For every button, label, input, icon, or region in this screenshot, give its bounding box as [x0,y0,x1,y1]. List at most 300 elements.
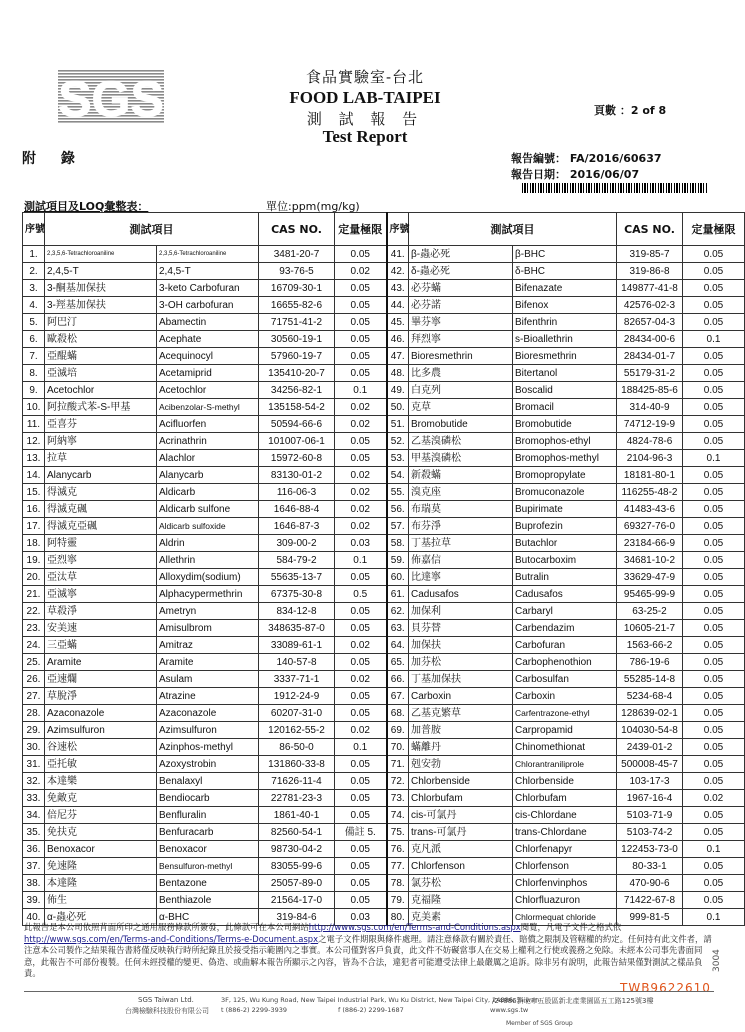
seq-cell: 33. [23,790,45,807]
item-en-cell: Bensulfuron-methyl [157,858,259,875]
seq-cell: 56. [387,501,409,518]
item-en-cell: Cadusafos [513,586,617,603]
loq-cell: 0.05 [683,263,745,280]
item-en-cell: Buprofezin [513,518,617,535]
item-en-cell: Bromopropylate [513,467,617,484]
item-zh-cell: 克凡派 [409,841,513,858]
loq-cell: 0.02 [335,263,387,280]
item-zh-cell: Carboxin [409,688,513,705]
item-en-cell: Carboxin [513,688,617,705]
item-en-cell: Atrazine [157,688,259,705]
seq-cell: 26. [23,671,45,688]
cas-cell: 128639-02-1 [617,705,683,722]
cas-cell: 584-79-2 [259,552,335,569]
item-zh-cell: 得滅克碸 [45,501,157,518]
item-en-cell: Chlorantraniliprole [513,756,617,773]
loq-cell: 0.05 [683,365,745,382]
item-en-cell: Bentazone [157,875,259,892]
item-zh-cell: β-蟲必死 [409,246,513,263]
item-en-cell: Butocarboxim [513,552,617,569]
item-zh-cell: 加芬松 [409,654,513,671]
loq-cell: 0.05 [335,875,387,892]
item-en-cell: Aldrin [157,535,259,552]
table-row [23,773,745,790]
loq-cell: 0.05 [683,671,745,688]
item-zh-cell: 甲基溴磷松 [409,450,513,467]
item-en-cell: Acibenzolar-S-methyl [157,399,259,416]
item-zh-cell: 3-酮基加保扶 [45,280,157,297]
seq-cell: 55. [387,484,409,501]
unit-label: 單位:ppm(mg/kg) [266,200,360,213]
cas-cell: 3481-20-7 [259,246,335,263]
page-number: 頁數 ：2 of 8 [594,104,667,117]
item-zh-cell: δ-蟲必死 [409,263,513,280]
report-date: 報告日期： 2016/06/07 [511,168,640,181]
loq-cell: 0.05 [335,858,387,875]
seq-cell: 30. [23,739,45,756]
table-row [23,586,745,603]
seq-cell: 28. [23,705,45,722]
seq-cell: 15. [23,484,45,501]
cas-cell: 82657-04-3 [617,314,683,331]
item-en-cell: Asulam [157,671,259,688]
seq-cell: 73. [387,790,409,807]
item-en-cell: δ-BHC [513,263,617,280]
loq-cell: 0.05 [683,722,745,739]
item-zh-cell: 拜烈寧 [409,331,513,348]
seq-cell: 44. [387,297,409,314]
item-zh-cell: 佈生 [45,892,157,909]
table-row [23,569,745,586]
loq-cell: 0.05 [335,773,387,790]
item-en-cell: Benthiazole [157,892,259,909]
seq-cell: 38. [23,875,45,892]
cas-cell: 93-76-5 [259,263,335,280]
item-zh-cell: 拉草 [45,450,157,467]
loq-cell: 0.05 [683,705,745,722]
col-seq-left: 序號 [23,213,45,246]
item-zh-cell: Chlorfenson [409,858,513,875]
cas-cell: 104030-54-8 [617,722,683,739]
cas-cell: 834-12-8 [259,603,335,620]
loq-cell: 0.05 [683,637,745,654]
table-row [23,535,745,552]
loq-cell: 0.05 [335,450,387,467]
loq-cell: 0.05 [683,892,745,909]
item-en-cell: Acephate [157,331,259,348]
item-en-cell: Chlorfenvinphos [513,875,617,892]
item-en-cell: Azoxystrobin [157,756,259,773]
item-zh-cell: 亞滅寧 [45,586,157,603]
item-en-cell: 3-keto Carbofuran [157,280,259,297]
cas-cell: 80-33-1 [617,858,683,875]
loq-cell: 0.05 [335,433,387,450]
item-zh-cell: 比多農 [409,365,513,382]
item-en-cell: Acequinocyl [157,348,259,365]
item-en-cell: Benoxacor [157,841,259,858]
barcode [522,183,708,193]
cas-cell: 28434-01-7 [617,348,683,365]
cas-cell: 33629-47-9 [617,569,683,586]
item-zh-cell: 阿納寧 [45,433,157,450]
cas-cell: 83055-99-6 [259,858,335,875]
item-zh-cell: 草脫淨 [45,688,157,705]
cas-cell: 309-00-2 [259,535,335,552]
item-en-cell: Chlorfenson [513,858,617,875]
loq-cell: 0.05 [683,467,745,484]
seq-cell: 63. [387,620,409,637]
item-en-cell: Boscalid [513,382,617,399]
loq-cell: 0.05 [335,280,387,297]
seq-cell: 36. [23,841,45,858]
loq-cell: 0.05 [683,552,745,569]
seq-cell: 11. [23,416,45,433]
seq-cell: 66. [387,671,409,688]
loq-cell: 0.05 [335,790,387,807]
item-en-cell: Amisulbrom [157,620,259,637]
cas-cell: 120162-55-2 [259,722,335,739]
cas-cell: 103-17-3 [617,773,683,790]
seq-cell: 27. [23,688,45,705]
cas-cell: 319-86-8 [617,263,683,280]
item-zh-cell: 加保利 [409,603,513,620]
table-row [23,841,745,858]
item-en-cell: Benalaxyl [157,773,259,790]
seq-cell: 6. [23,331,45,348]
item-en-cell: Bifenox [513,297,617,314]
table-row [23,552,745,569]
item-zh-cell: cis-可氯丹 [409,807,513,824]
seq-cell: 35. [23,824,45,841]
table-row [23,416,745,433]
item-zh-cell: 比達寧 [409,569,513,586]
seq-cell: 34. [23,807,45,824]
cas-cell: 63-25-2 [617,603,683,620]
col-loq-left: 定量極限 [335,213,387,246]
item-en-cell: Carbofuran [513,637,617,654]
item-en-cell: Amitraz [157,637,259,654]
terms-link[interactable]: http://www.sgs.com/en/Terms-and-Conditions.aspx [308,922,521,932]
cas-cell: 16709-30-1 [259,280,335,297]
item-en-cell: Acetamiprid [157,365,259,382]
e-document-terms-link[interactable]: http://www.sgs.com/en/Terms-and-Conditions/Terms-e-Document.aspx [24,933,319,944]
item-zh-cell: 免速隆 [45,858,157,875]
item-en-cell: Bromacil [513,399,617,416]
loq-cell: 0.05 [683,688,745,705]
loq-cell: 0.05 [335,807,387,824]
seq-cell: 79. [387,892,409,909]
item-en-cell: Bioresmethrin [513,348,617,365]
loq-cell: 0.02 [335,637,387,654]
col-cas-left: CAS NO. [259,213,335,246]
loq-cell: 0.05 [683,382,745,399]
item-zh-cell: 2,4,5-T [45,263,157,280]
item-en-cell: Bupirimate [513,501,617,518]
table-row [23,722,745,739]
loq-cell: 0.1 [683,331,745,348]
seq-cell: 49. [387,382,409,399]
cas-cell: 5234-68-4 [617,688,683,705]
item-zh-cell: Azimsulfuron [45,722,157,739]
cas-cell: 122453-73-0 [617,841,683,858]
item-zh-cell: 亞汰草 [45,569,157,586]
seq-cell: 76. [387,841,409,858]
cas-cell: 131860-33-8 [259,756,335,773]
table-row [23,603,745,620]
item-en-cell: Bromuconazole [513,484,617,501]
loq-cell: 0.02 [335,416,387,433]
seq-cell: 61. [387,586,409,603]
loq-cell: 0.05 [683,875,745,892]
loq-cell: 0.02 [683,790,745,807]
cas-cell: 86-50-0 [259,739,335,756]
cas-cell: 101007-06-1 [259,433,335,450]
seq-cell: 8. [23,365,45,382]
company-name-zh: 台灣檢驗科技股份有限公司 [125,1007,209,1015]
item-zh-cell: 乙基溴磷松 [409,433,513,450]
item-en-cell: 3-OH carbofuran [157,297,259,314]
item-en-cell: Chlorbufam [513,790,617,807]
item-zh-cell: 氯芬松 [409,875,513,892]
table-row [23,671,745,688]
loq-cell: 0.1 [335,739,387,756]
item-zh-cell: 免敵克 [45,790,157,807]
loq-cell: 0.05 [335,620,387,637]
table-row [23,875,745,892]
loq-cell: 0.1 [683,909,745,926]
item-zh-cell: 亞滅培 [45,365,157,382]
seq-cell: 67. [387,688,409,705]
table-row [23,756,745,773]
cas-cell: 55179-31-2 [617,365,683,382]
item-zh-cell: trans-可氯丹 [409,824,513,841]
cas-cell: 18181-80-1 [617,467,683,484]
report-title-en: Test Report [322,127,408,146]
item-en-cell: Aldicarb [157,484,259,501]
item-en-cell: cis-Chlordane [513,807,617,824]
cas-cell: 34681-10-2 [617,552,683,569]
loq-cell: 0.05 [683,535,745,552]
item-zh-cell: 阿拉酸式苯-S-甲基 [45,399,157,416]
item-zh-cell: Chlorbufam [409,790,513,807]
cas-cell: 348635-87-0 [259,620,335,637]
loq-cell: 0.05 [683,586,745,603]
item-en-cell: Bromobutide [513,416,617,433]
seq-cell: 32. [23,773,45,790]
item-zh-cell: 布瑞莫 [409,501,513,518]
loq-cell: 0.05 [683,280,745,297]
cas-cell: 140-57-8 [259,654,335,671]
cas-cell: 1861-40-1 [259,807,335,824]
lab-name-en: FOOD LAB-TAIPEI [289,88,441,107]
table-row [23,399,745,416]
cas-cell: 2104-96-3 [617,450,683,467]
seq-cell: 78. [387,875,409,892]
item-en-cell: Chinomethionat [513,739,617,756]
cas-cell: 83130-01-2 [259,467,335,484]
item-en-cell: s-Bioallethrin [513,331,617,348]
table-row [23,824,745,841]
cas-cell: 21564-17-0 [259,892,335,909]
seq-cell: 22. [23,603,45,620]
seq-cell: 7. [23,348,45,365]
item-zh-cell: 布芬淨 [409,518,513,535]
cas-cell: 1646-87-3 [259,518,335,535]
table-row [23,518,745,535]
item-en-cell: Chlorfenapyr [513,841,617,858]
seq-cell: 75. [387,824,409,841]
table-header-row [23,213,745,246]
item-zh-cell: 安美速 [45,620,157,637]
table-row [23,705,745,722]
table-row [23,688,745,705]
seq-cell: 42. [387,263,409,280]
item-en-cell: Bromophos-ethyl [513,433,617,450]
col-item-right: 測試項目 [409,213,617,246]
item-zh-cell: 白克列 [409,382,513,399]
seq-cell: 17. [23,518,45,535]
loq-cell: 0.05 [683,569,745,586]
cas-cell: 28434-00-6 [617,331,683,348]
seq-cell: 5. [23,314,45,331]
loq-cell: 0.05 [335,365,387,382]
loq-cell: 0.05 [683,246,745,263]
seq-cell: 16. [23,501,45,518]
table-row [23,654,745,671]
table-row [23,314,745,331]
cas-cell: 50594-66-6 [259,416,335,433]
lab-name-zh: 食品實驗室-台北 [305,68,425,86]
item-en-cell: Ametryn [157,603,259,620]
seq-cell: 74. [387,807,409,824]
seq-cell: 54. [387,467,409,484]
cas-cell: 15972-60-8 [259,450,335,467]
appendix-heading: 附 錄 [22,151,85,167]
item-en-cell: trans-Chlordane [513,824,617,841]
item-zh-cell: 必芬蟎 [409,280,513,297]
address-zh: /24886新北市五股區新北產業園區五工路125號3樓 [492,997,654,1005]
item-zh-cell: 剋安勃 [409,756,513,773]
cas-cell: 1563-66-2 [617,637,683,654]
cas-cell: 3337-71-1 [259,671,335,688]
item-en-cell: Carbophenothion [513,654,617,671]
item-en-cell: Alanycarb [157,467,259,484]
seq-cell: 1. [23,246,45,263]
member-note: Member of SGS Group [506,1020,573,1027]
item-en-cell: Carpropamid [513,722,617,739]
loq-cell: 0.05 [683,416,745,433]
loq-cell: 0.05 [335,705,387,722]
cas-cell: 22781-23-3 [259,790,335,807]
cas-cell: 71626-11-4 [259,773,335,790]
col-item-left: 測試項目 [45,213,259,246]
item-en-cell: Carbosulfan [513,671,617,688]
seq-cell: 57. [387,518,409,535]
table-row [23,790,745,807]
seq-cell: 41. [387,246,409,263]
loq-cell: 0.05 [335,246,387,263]
item-en-cell: Aramite [157,654,259,671]
loq-cell: 0.05 [335,569,387,586]
loq-cell: 備註 5. [335,824,387,841]
item-zh-cell: 3-羥基加保扶 [45,297,157,314]
company-name-en: SGS Taiwan Ltd. [138,996,194,1004]
table-row [23,620,745,637]
item-zh-cell: Azaconazole [45,705,157,722]
item-zh-cell: 貝芬替 [409,620,513,637]
cas-cell: 55635-13-7 [259,569,335,586]
item-en-cell: Carbendazim [513,620,617,637]
cas-cell: 41483-43-6 [617,501,683,518]
cas-cell: 1912-24-9 [259,688,335,705]
cas-cell: 98730-04-2 [259,841,335,858]
seq-cell: 47. [387,348,409,365]
side-number: 3004 [712,949,722,972]
loq-cell: 0.05 [335,654,387,671]
seq-cell: 13. [23,450,45,467]
loq-cell: 0.05 [683,314,745,331]
website[interactable]: www.sgs.tw [490,1006,529,1014]
item-en-cell: Carfentrazone-ethyl [513,705,617,722]
cas-cell: 135410-20-7 [259,365,335,382]
loq-table [22,212,745,926]
seq-cell: 14. [23,467,45,484]
loq-cell: 0.05 [683,858,745,875]
seq-cell: 48. [387,365,409,382]
item-zh-cell: 得滅克 [45,484,157,501]
item-zh-cell: 倍尼芬 [45,807,157,824]
table-row [23,637,745,654]
seq-cell: 53. [387,450,409,467]
item-en-cell: Alloxydim(sodium) [157,569,259,586]
table-row [23,382,745,399]
table-row [23,263,745,280]
item-zh-cell: Bromobutide [409,416,513,433]
seq-cell: 71. [387,756,409,773]
seq-cell: 70. [387,739,409,756]
document-number: TWB9622610 [620,981,711,995]
item-zh-cell: Aramite [45,654,157,671]
seq-cell: 43. [387,280,409,297]
cas-cell: 116-06-3 [259,484,335,501]
cas-cell: 786-19-6 [617,654,683,671]
cas-cell: 999-81-5 [617,909,683,926]
item-en-cell: Acifluorfen [157,416,259,433]
item-en-cell: Bifenazate [513,280,617,297]
cas-cell: 23184-66-9 [617,535,683,552]
item-en-cell: Bitertanol [513,365,617,382]
item-en-cell: Bifenthrin [513,314,617,331]
item-en-cell: Azinphos-methyl [157,739,259,756]
disclaimer-text-3: 之電子文件期限與條件處理。請注意條款有關於責任、賠償之限制及管轄權的約定。任何持有此文件者，請注意本公司製作之結果報告書將僅反映執行時所紀錄且於接受指示範圍內之事實。本公司僅對客戶負責，此文件不妨礙當事人在交易上權利之行使或義務之免除。未經本公司事先書面同意，此報告不可部份複製。任何未經授權的變更、偽造、或曲解本報告所顯示之內容，皆為不合法，違犯者可能遭受法律上最嚴厲之追訴。除非另有說明，此報告結果僅對測試之樣品負責。 [24,933,712,978]
table-row [23,484,745,501]
seq-cell: 45. [387,314,409,331]
item-zh-cell: 亞醌蟎 [45,348,157,365]
loq-cell: 0.03 [335,909,387,926]
section-title: 測試項目及LOQ彙整表： [24,200,149,213]
telephone: t (886-2) 2299-3939 [221,1006,288,1014]
item-en-cell: Chlorfluazuron [513,892,617,909]
seq-cell: 59. [387,552,409,569]
cas-cell: 95465-99-9 [617,586,683,603]
col-loq-right: 定量極限 [683,213,745,246]
loq-cell: 0.05 [683,399,745,416]
item-zh-cell: 2,3,5,6-Tetrachloroaniline [45,246,157,263]
item-en-cell: Butachlor [513,535,617,552]
seq-cell: 40. [23,909,45,926]
table-row [23,297,745,314]
item-zh-cell: 本達隆 [45,875,157,892]
